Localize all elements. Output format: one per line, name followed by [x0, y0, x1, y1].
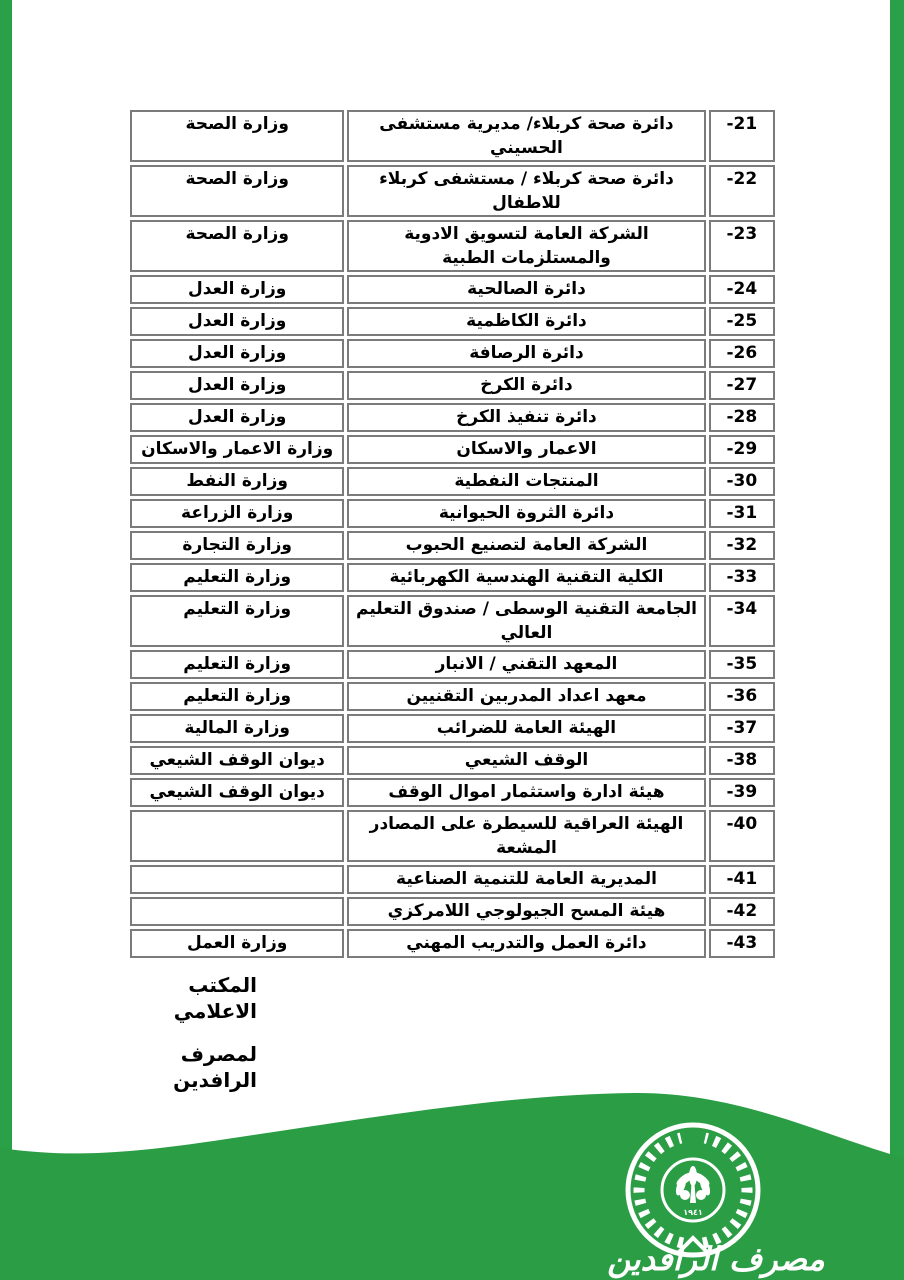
- row-number-cell: -37: [709, 714, 775, 743]
- table-row: [130, 929, 775, 958]
- ministry-cell: وزارة الصحة: [130, 220, 344, 272]
- department-cell: دائرة الكاظمية: [347, 307, 705, 336]
- department-cell: دائرة صحة كربلاء / مستشفى كربلاء للاطفال: [347, 165, 705, 217]
- row-number-cell: -26: [709, 339, 775, 368]
- table-row: [130, 403, 775, 432]
- table-row: [130, 165, 775, 217]
- table-row: [130, 746, 775, 775]
- row-number-cell: -23: [709, 220, 775, 272]
- ministry-cell: وزارة الصحة: [130, 165, 344, 217]
- department-cell: المنتجات النفطية: [347, 467, 705, 496]
- row-number-cell: -40: [709, 810, 775, 862]
- signature-office-line: المكتب الاعلامي: [173, 973, 257, 1023]
- ministry-cell: وزارة العدل: [130, 371, 344, 400]
- ministry-cell: ديوان الوقف الشيعي: [130, 746, 344, 775]
- logo-wordmark: مصرف الرافدين: [607, 1240, 825, 1278]
- department-cell: دائرة تنفيذ الكرخ: [347, 403, 705, 432]
- row-number-cell: -31: [709, 499, 775, 528]
- signature-bank-line: لمصرف الرافدين: [173, 1042, 257, 1092]
- ministry-cell: وزارة العمل: [130, 929, 344, 958]
- department-cell: الهيئة العراقية للسيطرة على المصادر المشعة: [347, 810, 705, 862]
- table-row: [130, 563, 775, 592]
- ministry-cell: [130, 865, 344, 894]
- table-row: [130, 810, 775, 862]
- table-row: [130, 110, 775, 162]
- table-row: [130, 531, 775, 560]
- table-row: [130, 714, 775, 743]
- ministry-cell: [130, 810, 344, 862]
- table-row: [130, 650, 775, 679]
- row-number-cell: -41: [709, 865, 775, 894]
- table-row: [130, 682, 775, 711]
- row-number-cell: -43: [709, 929, 775, 958]
- table-row: [130, 220, 775, 272]
- table-row: [130, 275, 775, 304]
- ministry-cell: وزارة النفط: [130, 467, 344, 496]
- row-number-cell: -25: [709, 307, 775, 336]
- department-cell: دائرة العمل والتدريب المهني: [347, 929, 705, 958]
- department-cell: هيئة المسح الجيولوجي اللامركزي: [347, 897, 705, 926]
- department-cell: الجامعة التقنية الوسطى / صندوق التعليم العالي: [347, 595, 705, 647]
- row-number-cell: -24: [709, 275, 775, 304]
- table-row: [130, 307, 775, 336]
- row-number-cell: -21: [709, 110, 775, 162]
- department-cell: دائرة صحة كربلاء/ مديرية مستشفى الحسيني: [347, 110, 705, 162]
- ministry-cell: [130, 897, 344, 926]
- row-number-cell: -39: [709, 778, 775, 807]
- department-cell: المعهد التقني / الانبار: [347, 650, 705, 679]
- row-number-cell: -30: [709, 467, 775, 496]
- ministry-cell: وزارة التعليم: [130, 595, 344, 647]
- department-cell: دائرة الرصافة: [347, 339, 705, 368]
- ministry-cell: وزارة الزراعة: [130, 499, 344, 528]
- agencies-table: [127, 107, 778, 961]
- row-number-cell: -38: [709, 746, 775, 775]
- department-cell: الاعمار والاسكان: [347, 435, 705, 464]
- table-row: [130, 435, 775, 464]
- ministry-cell: وزارة الاعمار والاسكان: [130, 435, 344, 464]
- row-number-cell: -32: [709, 531, 775, 560]
- ministry-cell: وزارة المالية: [130, 714, 344, 743]
- table-row: [130, 499, 775, 528]
- ministry-cell: وزارة التعليم: [130, 682, 344, 711]
- signature-block: [125, 972, 257, 1093]
- table-row: [130, 467, 775, 496]
- department-cell: الهيئة العامة للضرائب: [347, 714, 705, 743]
- row-number-cell: -28: [709, 403, 775, 432]
- ministry-cell: وزارة العدل: [130, 275, 344, 304]
- department-cell: دائرة الصالحية: [347, 275, 705, 304]
- table-row: [130, 371, 775, 400]
- ministry-cell: وزارة العدل: [130, 339, 344, 368]
- table-row: [130, 595, 775, 647]
- footer-wave: [0, 1080, 904, 1280]
- ministry-cell: وزارة التعليم: [130, 650, 344, 679]
- department-cell: الكلية التقنية الهندسية الكهربائية: [347, 563, 705, 592]
- agencies-table-container: [127, 107, 778, 961]
- ministry-cell: وزارة العدل: [130, 307, 344, 336]
- ministry-cell: ديوان الوقف الشيعي: [130, 778, 344, 807]
- row-number-cell: -33: [709, 563, 775, 592]
- department-cell: معهد اعداد المدربين التقنيين: [347, 682, 705, 711]
- department-cell: الشركة العامة لتصنيع الحبوب: [347, 531, 705, 560]
- department-cell: الشركة العامة لتسويق الادوية والمستلزمات الطبية: [347, 220, 705, 272]
- row-number-cell: -36: [709, 682, 775, 711]
- department-cell: الوقف الشيعي: [347, 746, 705, 775]
- table-row: [130, 339, 775, 368]
- ministry-cell: وزارة التجارة: [130, 531, 344, 560]
- row-number-cell: -22: [709, 165, 775, 217]
- department-cell: دائرة الثروة الحيوانية: [347, 499, 705, 528]
- ministry-cell: وزارة العدل: [130, 403, 344, 432]
- department-cell: دائرة الكرخ: [347, 371, 705, 400]
- ministry-cell: وزارة التعليم: [130, 563, 344, 592]
- row-number-cell: -29: [709, 435, 775, 464]
- row-number-cell: -34: [709, 595, 775, 647]
- table-row: [130, 897, 775, 926]
- ministry-cell: وزارة الصحة: [130, 110, 344, 162]
- row-number-cell: -35: [709, 650, 775, 679]
- table-row: [130, 778, 775, 807]
- row-number-cell: -42: [709, 897, 775, 926]
- table-row: [130, 865, 775, 894]
- logo-year: ١٩٤١: [683, 1208, 703, 1217]
- agencies-table-body: [130, 110, 775, 958]
- row-number-cell: -27: [709, 371, 775, 400]
- department-cell: المديرية العامة للتنمية الصناعية: [347, 865, 705, 894]
- department-cell: هيئة ادارة واستثمار اموال الوقف: [347, 778, 705, 807]
